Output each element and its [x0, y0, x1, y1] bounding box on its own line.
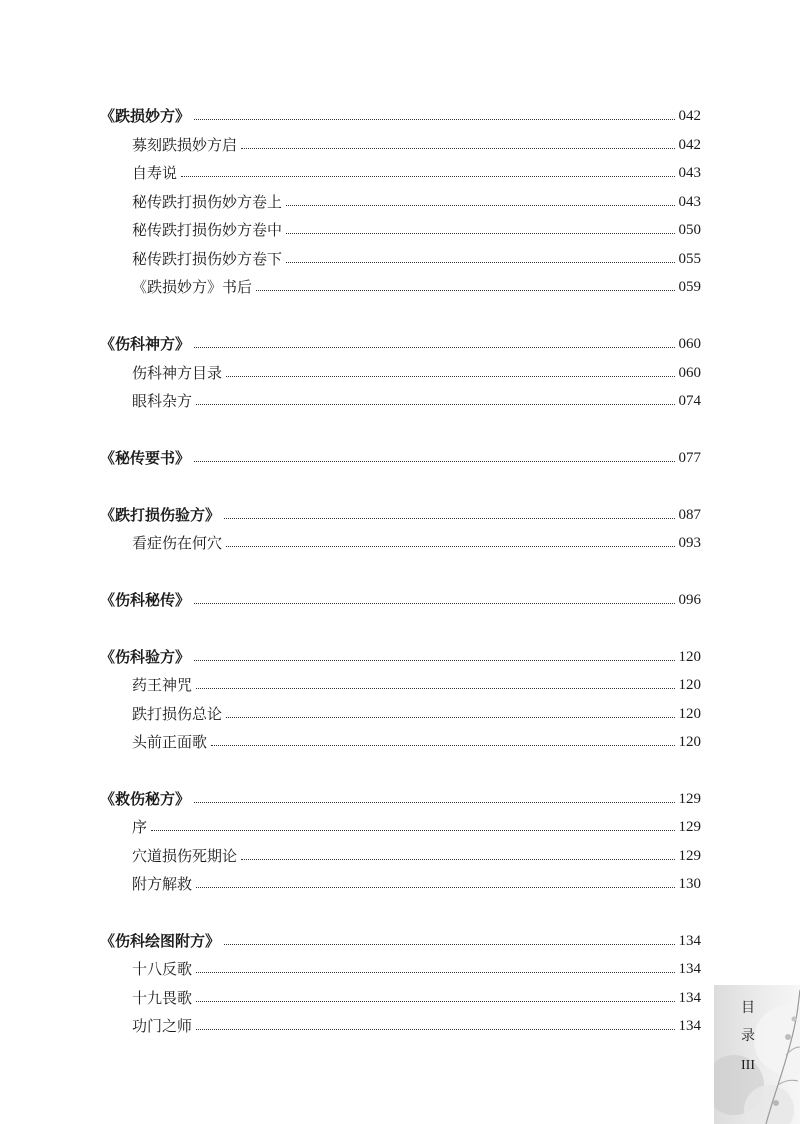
toc-page: 129 — [678, 848, 701, 864]
dot-leader — [226, 376, 674, 377]
dot-leader — [226, 546, 674, 547]
dot-leader — [224, 518, 674, 519]
toc-entry[interactable] — [132, 673, 701, 697]
dot-leader — [196, 1001, 674, 1002]
toc-page: 129 — [678, 819, 701, 835]
toc-title: 功门之师 — [132, 1017, 193, 1035]
toc-entry[interactable] — [132, 531, 701, 555]
dot-leader — [241, 859, 674, 860]
dot-leader — [196, 1029, 674, 1030]
side-tab — [714, 985, 800, 1124]
toc-title: 《救伤秘方》 — [100, 790, 191, 808]
toc-entry[interactable] — [132, 133, 701, 157]
toc-title: 《跌损妙方》 — [100, 107, 191, 125]
toc-page: 096 — [678, 592, 701, 608]
toc-title: 秘传跌打损伤妙方卷上 — [132, 193, 283, 211]
toc-title: 秘传跌打损伤妙方卷中 — [132, 221, 283, 239]
toc-title: 头前正面歌 — [132, 733, 208, 751]
toc-page: 120 — [678, 734, 701, 750]
toc-title: 穴道损伤死期论 — [132, 847, 238, 865]
toc-page: 130 — [678, 876, 701, 892]
toc-title: 序 — [132, 818, 148, 836]
toc-page: 120 — [678, 649, 701, 665]
toc-page: 055 — [678, 251, 701, 267]
toc-title: 《伤科验方》 — [100, 648, 191, 666]
toc-entry[interactable] — [132, 815, 701, 839]
toc-page: 042 — [678, 137, 701, 153]
toc-title: 《伤科神方》 — [100, 335, 191, 353]
toc-page: 134 — [678, 990, 701, 1006]
toc-entry[interactable] — [132, 957, 701, 981]
toc-page: 093 — [678, 535, 701, 551]
toc-entry[interactable] — [100, 446, 701, 470]
dot-leader — [194, 347, 674, 348]
page-number: III — [741, 1058, 755, 1073]
toc-page: 060 — [678, 365, 701, 381]
toc-entry[interactable] — [132, 389, 701, 413]
dot-leader — [194, 119, 674, 120]
dot-leader — [226, 717, 674, 718]
toc-title: 募刻跌损妙方启 — [132, 136, 238, 154]
toc-page: 060 — [678, 336, 701, 352]
toc-entry[interactable] — [132, 275, 701, 299]
dot-leader — [286, 262, 674, 263]
toc-page: 134 — [678, 961, 701, 977]
toc-title: 药王神咒 — [132, 676, 193, 694]
toc-title: 附方解救 — [132, 875, 193, 893]
toc-entry[interactable] — [100, 332, 701, 356]
toc-title: 《跌打损伤验方》 — [100, 506, 221, 524]
toc-title: 十九畏歌 — [132, 989, 193, 1007]
side-tab-char: 目 — [741, 1000, 755, 1016]
toc-entry[interactable] — [132, 218, 701, 242]
toc-title: 《伤科绘图附方》 — [100, 932, 221, 950]
dot-leader — [211, 745, 674, 746]
side-tab-char: 录 — [741, 1028, 755, 1044]
dot-leader — [256, 290, 674, 291]
toc-entry[interactable] — [132, 730, 701, 754]
toc-page: 134 — [678, 1018, 701, 1034]
toc-entry[interactable] — [132, 161, 701, 185]
toc-page: 074 — [678, 393, 701, 409]
toc-page: 043 — [678, 165, 701, 181]
toc-title: 十八反歌 — [132, 960, 193, 978]
toc-title: 眼科杂方 — [132, 392, 193, 410]
dot-leader — [194, 603, 674, 604]
toc-page: 042 — [678, 108, 701, 124]
toc-entry[interactable] — [132, 1014, 701, 1038]
toc-entry[interactable] — [132, 361, 701, 385]
branch-illustration-icon — [764, 985, 800, 1124]
toc-entry[interactable] — [100, 787, 701, 811]
dot-leader — [194, 461, 674, 462]
toc-page: 077 — [678, 450, 701, 466]
toc-page: 134 — [678, 933, 701, 949]
toc-title: 《伤科秘传》 — [100, 591, 191, 609]
dot-leader — [196, 887, 674, 888]
toc-title: 《跌损妙方》书后 — [132, 278, 253, 296]
toc-entry[interactable] — [100, 929, 701, 953]
toc-entry[interactable] — [100, 588, 701, 612]
toc-entry[interactable] — [132, 247, 701, 271]
dot-leader — [194, 802, 674, 803]
toc-title: 《秘传要书》 — [100, 449, 191, 467]
toc-title: 跌打损伤总论 — [132, 705, 223, 723]
dot-leader — [181, 176, 674, 177]
toc-entry[interactable] — [132, 702, 701, 726]
toc-page: 129 — [678, 791, 701, 807]
toc-title: 伤科神方目录 — [132, 364, 223, 382]
dot-leader — [196, 972, 674, 973]
dot-leader — [224, 944, 674, 945]
toc-page: 120 — [678, 677, 701, 693]
toc-page: 059 — [678, 279, 701, 295]
dot-leader — [286, 205, 674, 206]
toc-entry[interactable] — [100, 503, 701, 527]
toc-title: 自寿说 — [132, 164, 178, 182]
toc-page: 120 — [678, 706, 701, 722]
toc-title: 秘传跌打损伤妙方卷下 — [132, 250, 283, 268]
toc-entry[interactable] — [132, 986, 701, 1010]
dot-leader — [196, 404, 674, 405]
toc-entry[interactable] — [100, 645, 701, 669]
toc-page: 043 — [678, 194, 701, 210]
toc-page: 050 — [678, 222, 701, 238]
dot-leader — [286, 233, 674, 234]
toc-entry[interactable] — [132, 872, 701, 896]
toc-entry[interactable] — [100, 104, 701, 128]
dot-leader — [241, 148, 674, 149]
toc-page: 087 — [678, 507, 701, 523]
dot-leader — [194, 660, 674, 661]
toc-entry[interactable] — [132, 844, 701, 868]
toc-entry[interactable] — [132, 190, 701, 214]
dot-leader — [151, 830, 674, 831]
toc-title: 看症伤在何穴 — [132, 534, 223, 552]
dot-leader — [196, 688, 674, 689]
